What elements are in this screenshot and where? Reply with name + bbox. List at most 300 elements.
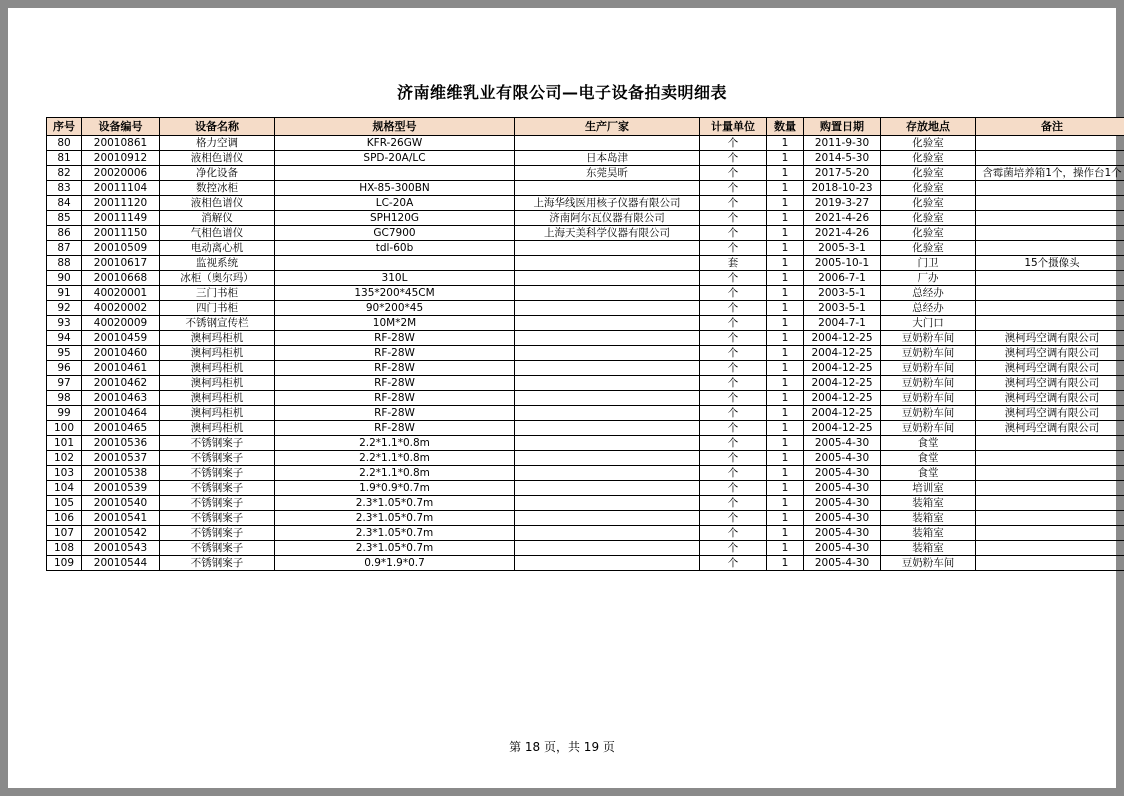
table-cell: 1 [767,331,804,346]
table-cell: 2004-12-25 [804,346,881,361]
table-row [47,196,1124,211]
table-cell: 化验室 [881,181,976,196]
table-body [47,136,1124,571]
table-cell [515,136,700,151]
table-cell: 2005-4-30 [804,526,881,541]
table-cell [976,301,1124,316]
table-cell: 2.3*1.05*0.7m [275,496,515,511]
table-cell: 澳柯玛柜机 [160,391,275,406]
table-cell: SPH120G [275,211,515,226]
table-cell: 格力空调 [160,136,275,151]
table-cell [275,166,515,181]
table-row [47,376,1124,391]
table-cell: 2005-4-30 [804,556,881,571]
table-row [47,151,1124,166]
table-cell [976,511,1124,526]
table-cell: 2.2*1.1*0.8m [275,436,515,451]
table-cell: 个 [700,196,767,211]
table-cell: 个 [700,316,767,331]
table-cell [976,436,1124,451]
table-cell: 2005-4-30 [804,481,881,496]
table-cell: 个 [700,181,767,196]
table-cell: 1 [767,556,804,571]
table-cell: 个 [700,541,767,556]
table-cell: 澳柯玛空调有限公司 [976,346,1124,361]
table-cell: 个 [700,331,767,346]
equipment-table-container [46,117,1122,571]
table-cell: 澳柯玛空调有限公司 [976,391,1124,406]
table-cell [515,481,700,496]
table-cell: 20010541 [82,511,160,526]
table-row [47,481,1124,496]
table-cell: 澳柯玛空调有限公司 [976,361,1124,376]
table-cell [976,136,1124,151]
table-cell: 20010540 [82,496,160,511]
table-cell: 20010464 [82,406,160,421]
table-cell: 个 [700,481,767,496]
table-cell: GC7900 [275,226,515,241]
table-cell: 20010617 [82,256,160,271]
table-cell: 不锈钢案子 [160,511,275,526]
table-cell: 20010539 [82,481,160,496]
table-cell: 含霉菌培养箱1个，操作台1个 [976,166,1124,181]
table-cell: 20011120 [82,196,160,211]
table-cell [976,556,1124,571]
table-row [47,406,1124,421]
table-row [47,226,1124,241]
table-cell: 1 [767,271,804,286]
table-column-header: 生产厂家 [515,118,700,136]
table-cell: 不锈钢宣传栏 [160,316,275,331]
table-cell: 10M*2M [275,316,515,331]
table-cell: 个 [700,436,767,451]
table-cell: 上海天美科学仪器有限公司 [515,226,700,241]
table-cell: 上海华线医用核子仪器有限公司 [515,196,700,211]
table-cell: 2.2*1.1*0.8m [275,451,515,466]
table-cell: 20011149 [82,211,160,226]
table-cell: 化验室 [881,136,976,151]
table-cell: 1.9*0.9*0.7m [275,481,515,496]
table-cell [976,271,1124,286]
table-cell: 20010463 [82,391,160,406]
table-cell: 1 [767,196,804,211]
table-cell: 2011-9-30 [804,136,881,151]
table-cell: 2004-12-25 [804,421,881,436]
table-column-header: 购置日期 [804,118,881,136]
table-cell: 1 [767,301,804,316]
table-cell: 2004-12-25 [804,361,881,376]
table-row [47,421,1124,436]
table-cell: 2005-4-30 [804,451,881,466]
table-cell: 2005-3-1 [804,241,881,256]
table-cell [976,181,1124,196]
table-cell: 107 [47,526,82,541]
table-cell: 2006-7-1 [804,271,881,286]
table-row [47,391,1124,406]
table-cell: 20010542 [82,526,160,541]
table-cell: 2003-5-1 [804,286,881,301]
table-cell: 105 [47,496,82,511]
table-cell: 个 [700,226,767,241]
table-cell: 103 [47,466,82,481]
table-cell: 1 [767,151,804,166]
table-cell: 20010538 [82,466,160,481]
table-cell: 1 [767,226,804,241]
table-cell: 数控冰柜 [160,181,275,196]
table-cell [515,511,700,526]
table-cell [976,286,1124,301]
table-row [47,526,1124,541]
table-cell: 99 [47,406,82,421]
table-cell [515,346,700,361]
table-cell: 2005-4-30 [804,541,881,556]
table-cell: 液相色谱仪 [160,196,275,211]
table-cell: 92 [47,301,82,316]
table-row [47,241,1124,256]
table-cell: 套 [700,256,767,271]
table-cell: 40020009 [82,316,160,331]
table-cell: 个 [700,271,767,286]
table-cell [976,526,1124,541]
table-cell [515,181,700,196]
table-cell: 20010465 [82,421,160,436]
table-cell [976,496,1124,511]
table-cell: 20010459 [82,331,160,346]
table-header [47,118,1124,136]
table-cell: 个 [700,136,767,151]
table-cell: RF-28W [275,346,515,361]
table-cell [515,451,700,466]
document-page [8,8,1122,788]
table-cell: 91 [47,286,82,301]
table-cell: 20010668 [82,271,160,286]
table-cell: 1 [767,391,804,406]
table-cell: 电动离心机 [160,241,275,256]
table-cell: 0.9*1.9*0.7 [275,556,515,571]
table-cell: 豆奶粉车间 [881,376,976,391]
table-row [47,556,1124,571]
table-row [47,166,1124,181]
table-cell: 104 [47,481,82,496]
table-cell: 1 [767,166,804,181]
table-cell: 总经办 [881,286,976,301]
table-cell: 个 [700,301,767,316]
table-cell: 个 [700,361,767,376]
table-cell: 2005-4-30 [804,496,881,511]
table-cell: 豆奶粉车间 [881,391,976,406]
table-cell: 1 [767,346,804,361]
table-cell: 1 [767,286,804,301]
table-cell: 20010537 [82,451,160,466]
table-cell: RF-28W [275,376,515,391]
table-cell [515,376,700,391]
table-cell: 厂办 [881,271,976,286]
equipment-table [46,117,1124,571]
table-cell: 94 [47,331,82,346]
table-row [47,466,1124,481]
table-cell: 装箱室 [881,496,976,511]
table-cell: 化验室 [881,196,976,211]
table-cell: 2004-12-25 [804,331,881,346]
table-row [47,436,1124,451]
table-cell [515,421,700,436]
table-cell: 1 [767,451,804,466]
table-cell: 87 [47,241,82,256]
table-cell: 食堂 [881,466,976,481]
table-cell: 2003-5-1 [804,301,881,316]
table-cell [515,271,700,286]
table-cell: RF-28W [275,406,515,421]
table-cell: 澳柯玛柜机 [160,361,275,376]
table-cell: 83 [47,181,82,196]
table-cell: 澳柯玛柜机 [160,406,275,421]
table-row [47,301,1124,316]
table-cell: 2005-10-1 [804,256,881,271]
table-cell: 不锈钢案子 [160,541,275,556]
table-cell: 1 [767,376,804,391]
table-cell: 不锈钢案子 [160,436,275,451]
table-cell: 净化设备 [160,166,275,181]
table-cell: 1 [767,316,804,331]
table-cell: 不锈钢案子 [160,451,275,466]
table-cell: 106 [47,511,82,526]
table-cell: 1 [767,181,804,196]
table-cell: 1 [767,526,804,541]
table-cell [515,286,700,301]
table-cell: 个 [700,166,767,181]
table-cell: 东莞昊昕 [515,166,700,181]
table-cell: 85 [47,211,82,226]
table-row [47,511,1124,526]
table-cell: 84 [47,196,82,211]
table-cell: 2.3*1.05*0.7m [275,526,515,541]
table-cell: 豆奶粉车间 [881,406,976,421]
table-cell [515,496,700,511]
table-cell: 化验室 [881,151,976,166]
table-cell: 40020001 [82,286,160,301]
table-cell: tdl-60b [275,241,515,256]
table-cell: 20010536 [82,436,160,451]
table-cell: 装箱室 [881,526,976,541]
table-cell: 20010912 [82,151,160,166]
table-cell: 20020006 [82,166,160,181]
table-cell: 2004-7-1 [804,316,881,331]
table-cell: 1 [767,361,804,376]
table-row [47,256,1124,271]
table-cell [515,301,700,316]
table-cell: 化验室 [881,211,976,226]
table-cell: 总经办 [881,301,976,316]
table-column-header: 设备名称 [160,118,275,136]
table-cell: 个 [700,496,767,511]
table-cell: RF-28W [275,391,515,406]
table-cell: 气相色谱仪 [160,226,275,241]
table-cell: 15个摄像头 [976,256,1124,271]
table-cell: 2017-5-20 [804,166,881,181]
table-row [47,316,1124,331]
table-cell: 个 [700,346,767,361]
table-cell [275,256,515,271]
table-cell: 冰柜（奥尔玛） [160,271,275,286]
table-cell: 澳柯玛空调有限公司 [976,421,1124,436]
table-cell: 不锈钢案子 [160,556,275,571]
table-cell: 个 [700,526,767,541]
table-cell: 20011104 [82,181,160,196]
table-column-header: 设备编号 [82,118,160,136]
table-cell [515,316,700,331]
table-cell: 1 [767,466,804,481]
table-cell: 个 [700,511,767,526]
table-cell: 97 [47,376,82,391]
table-cell: 个 [700,451,767,466]
table-cell: 88 [47,256,82,271]
table-cell: 监视系统 [160,256,275,271]
table-cell: 80 [47,136,82,151]
table-column-header: 数量 [767,118,804,136]
table-cell: 2004-12-25 [804,406,881,421]
table-cell: 1 [767,406,804,421]
table-row [47,331,1124,346]
table-cell [515,436,700,451]
table-cell: HX-85-300BN [275,181,515,196]
table-cell: 豆奶粉车间 [881,556,976,571]
table-cell: 2019-3-27 [804,196,881,211]
table-cell: 20010461 [82,361,160,376]
table-cell: 食堂 [881,451,976,466]
table-cell: 个 [700,211,767,226]
table-cell: 1 [767,421,804,436]
table-row [47,211,1124,226]
table-cell: 98 [47,391,82,406]
table-cell: 102 [47,451,82,466]
table-cell: RF-28W [275,421,515,436]
table-cell: 个 [700,556,767,571]
table-cell: 个 [700,406,767,421]
table-cell: 20010509 [82,241,160,256]
table-cell: 40020002 [82,301,160,316]
table-cell: 四门书柜 [160,301,275,316]
table-cell: KFR-26GW [275,136,515,151]
table-cell: 1 [767,241,804,256]
table-cell: 液相色谱仪 [160,151,275,166]
table-cell: 化验室 [881,241,976,256]
table-cell [515,556,700,571]
table-cell [976,196,1124,211]
table-cell: 济南阿尔瓦仪器有限公司 [515,211,700,226]
table-cell [515,526,700,541]
table-cell [515,391,700,406]
table-cell: 豆奶粉车间 [881,421,976,436]
table-cell: 90*200*45 [275,301,515,316]
table-cell: 108 [47,541,82,556]
table-cell: 93 [47,316,82,331]
page-title: 济南维维乳业有限公司—电子设备拍卖明细表 [396,83,727,102]
table-cell: 2005-4-30 [804,511,881,526]
table-cell: 2005-4-30 [804,466,881,481]
table-cell: 不锈钢案子 [160,466,275,481]
table-cell: 2014-5-30 [804,151,881,166]
table-cell: 澳柯玛空调有限公司 [976,376,1124,391]
table-cell: 装箱室 [881,541,976,556]
table-cell: 2004-12-25 [804,391,881,406]
table-cell: 1 [767,511,804,526]
table-header-row [47,118,1124,136]
table-cell [515,541,700,556]
table-cell: 不锈钢案子 [160,481,275,496]
table-cell: 20010460 [82,346,160,361]
table-cell: 装箱室 [881,511,976,526]
table-cell [976,466,1124,481]
table-cell: 不锈钢案子 [160,526,275,541]
table-cell [976,316,1124,331]
table-cell [515,406,700,421]
table-row [47,346,1124,361]
table-cell: 20010544 [82,556,160,571]
table-cell: 澳柯玛柜机 [160,331,275,346]
table-cell: 个 [700,241,767,256]
table-cell: RF-28W [275,331,515,346]
table-cell: RF-28W [275,361,515,376]
table-cell [976,541,1124,556]
table-cell: 澳柯玛柜机 [160,376,275,391]
table-cell: 豆奶粉车间 [881,346,976,361]
table-cell: 个 [700,466,767,481]
table-cell: 20010543 [82,541,160,556]
table-cell: 95 [47,346,82,361]
table-cell [976,211,1124,226]
table-cell: 门卫 [881,256,976,271]
table-cell: 化验室 [881,166,976,181]
table-cell [515,361,700,376]
table-cell [515,466,700,481]
table-cell: 2.3*1.05*0.7m [275,541,515,556]
table-cell: 培训室 [881,481,976,496]
table-cell: 20010861 [82,136,160,151]
table-cell [976,151,1124,166]
table-cell: 90 [47,271,82,286]
table-row [47,496,1124,511]
table-cell: 澳柯玛柜机 [160,421,275,436]
table-cell [515,256,700,271]
table-cell: 澳柯玛空调有限公司 [976,331,1124,346]
table-cell: 109 [47,556,82,571]
table-cell: 个 [700,376,767,391]
table-cell: SPD-20A/LC [275,151,515,166]
table-cell: 2018-10-23 [804,181,881,196]
table-cell [976,451,1124,466]
table-row [47,271,1124,286]
table-cell: 澳柯玛空调有限公司 [976,406,1124,421]
table-cell: 2004-12-25 [804,376,881,391]
table-cell: 个 [700,421,767,436]
table-cell [976,481,1124,496]
table-cell: LC-20A [275,196,515,211]
table-cell: 消解仪 [160,211,275,226]
table-cell: 豆奶粉车间 [881,361,976,376]
table-column-header: 规格型号 [275,118,515,136]
page-footer: 第 18 页，共 19 页 [509,740,615,754]
table-cell: 个 [700,391,767,406]
table-cell: 食堂 [881,436,976,451]
table-cell: 135*200*45CM [275,286,515,301]
table-cell: 82 [47,166,82,181]
table-cell: 2.2*1.1*0.8m [275,466,515,481]
table-row [47,181,1124,196]
table-cell: 1 [767,211,804,226]
table-cell [976,226,1124,241]
table-cell: 2021-4-26 [804,211,881,226]
table-cell: 2021-4-26 [804,226,881,241]
